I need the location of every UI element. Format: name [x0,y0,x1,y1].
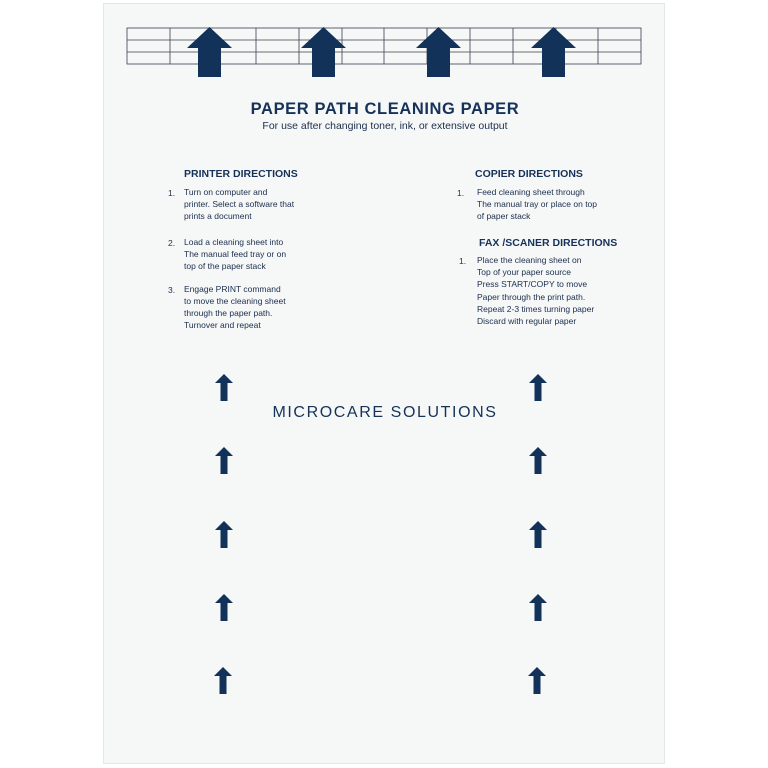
up-arrow-icon [215,521,233,548]
up-arrow-icon [531,27,576,77]
up-arrow-icon [529,521,547,548]
up-arrow-icon [529,447,547,474]
fax-scanner-directions-heading: FAX /SCANER DIRECTIONS [479,237,618,249]
fax-step-line: Press START/COPY to move [477,279,588,289]
printer-step-line: Turnover and repeat [184,320,261,330]
copier-step-line: of paper stack [477,211,531,221]
up-arrow-icon [187,27,232,77]
up-arrow-icon [529,374,547,401]
fax-step-line: Discard with regular paper [477,316,577,326]
printer-step-line: Load a cleaning sheet into [184,237,284,247]
printer-directions-heading: PRINTER DIRECTIONS [184,168,298,180]
up-arrow-icon [301,27,346,77]
page-title: PAPER PATH CLEANING PAPER [250,100,520,118]
fax-step-number: 1. [459,256,467,266]
up-arrow-icon [416,27,461,77]
printer-step-line: Turn on computer and [184,187,268,197]
up-arrow-icon [214,667,232,694]
fax-step-line: Repeat 2-3 times turning paper [477,304,595,314]
printer-step-number: 2. [168,238,176,248]
page-subtitle: For use after changing toner, ink, or extensive output [262,120,508,132]
printer-step-number: 3. [168,285,176,295]
up-arrow-icon [215,374,233,401]
copier-step-line: Feed cleaning sheet through [477,187,585,197]
up-arrow-icon [529,594,547,621]
up-arrow-icon [215,594,233,621]
brand-name: MICROCARE SOLUTIONS [272,404,498,421]
printer-step-line: The manual feed tray or on [184,249,287,259]
fax-step-line: Paper through the print path. [477,292,586,302]
printer-step-line: to move the cleaning sheet [184,296,286,306]
cleaning-sheet [103,3,665,764]
printer-step-number: 1. [168,188,176,198]
copier-directions-heading: COPIER DIRECTIONS [475,168,583,180]
printer-step-line: prints a document [184,211,252,221]
copier-step-number: 1. [457,188,465,198]
up-arrow-icon [528,667,546,694]
up-arrow-icon [215,447,233,474]
printer-step-line: printer. Select a software that [184,199,295,209]
fax-step-line: Place the cleaning sheet on [477,255,582,265]
copier-step-line: The manual tray or place on top [477,199,598,209]
printer-step-line: through the paper path. [184,308,273,318]
printer-step-line: Engage PRINT command [184,284,281,294]
fax-step-line: Top of your paper source [477,267,572,277]
printer-step-line: top of the paper stack [184,261,266,271]
